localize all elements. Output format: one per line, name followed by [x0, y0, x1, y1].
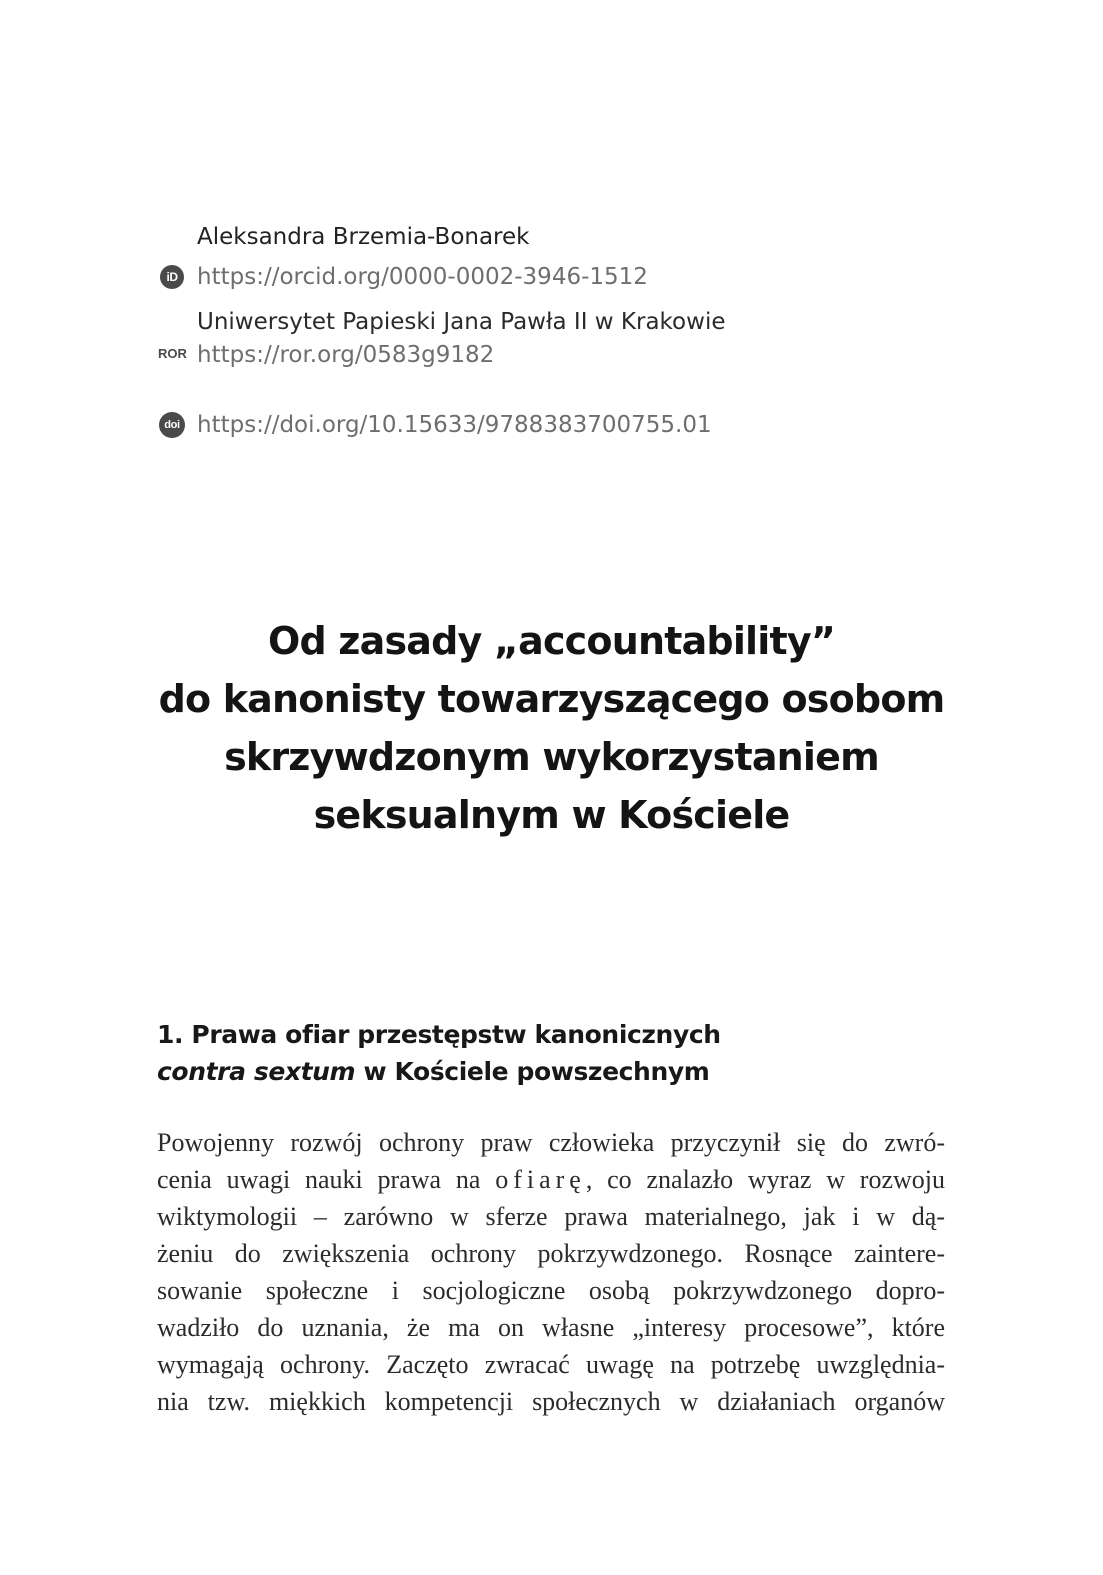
affiliation: Uniwersytet Papieski Jana Pawła II w Krakowie: [197, 309, 726, 335]
section-heading-italic: contra sextum: [157, 1057, 356, 1086]
body-line: wiktymologii – zarówno w sferze prawa materialnego, jak i w dą-: [157, 1202, 945, 1231]
body-line: sowanie społeczne i socjologiczne osobą pokrzywdzonego dopro-: [157, 1276, 945, 1305]
ror-link[interactable]: https://ror.org/0583g9182: [197, 342, 495, 368]
section-heading-rest: w Kościele powszechnym: [355, 1057, 710, 1086]
section-heading-line-1: 1. Prawa ofiar przestępstw kanonicznych: [157, 1020, 721, 1049]
orcid-icon: iD: [160, 265, 184, 289]
body-line: Powojenny rozwój ochrony praw człowieka przyczynił się do zwró-: [157, 1128, 945, 1157]
body-line-part: cenia uwagi nauki prawa na: [157, 1165, 496, 1194]
title-line: skrzywdzonym wykorzystaniem: [224, 735, 879, 779]
title-line: Od zasady „accountability”: [267, 619, 836, 663]
body-line: wymagają ochrony. Zaczęto zwracać uwagę na potrzebę uwzględnia-: [157, 1350, 945, 1379]
body-text: [157, 1124, 945, 1420]
title-line: seksualnym w Kościele: [313, 793, 790, 837]
body-line-part: , co znalazło wyraz w rozwoju: [585, 1165, 945, 1194]
body-line: wadziło do uznania, że ma on własne „interesy procesowe”, które: [157, 1313, 945, 1342]
section-heading-line-2: [157, 1053, 721, 1090]
body-line: [157, 1161, 945, 1198]
spaced-emphasis: ofiarę: [495, 1165, 586, 1194]
body-line: nia tzw. miękkich kompetencji społecznych w działaniach organów: [157, 1387, 945, 1416]
orcid-link[interactable]: https://orcid.org/0000-0002-3946-1512: [197, 264, 648, 290]
doi-link[interactable]: https://doi.org/10.15633/9788383700755.01: [197, 412, 712, 438]
section-heading: [157, 1016, 721, 1090]
title-line: do kanonisty towarzyszącego osobom: [158, 677, 945, 721]
author-name: Aleksandra Brzemia-Bonarek: [197, 224, 530, 250]
doi-icon: doi: [159, 412, 185, 438]
body-line: żeniu do zwiększenia ochrony pokrzywdzonego. Rosnące zaintere-: [157, 1239, 945, 1268]
ror-icon: ROR: [158, 346, 187, 361]
chapter-title: [0, 612, 1103, 844]
